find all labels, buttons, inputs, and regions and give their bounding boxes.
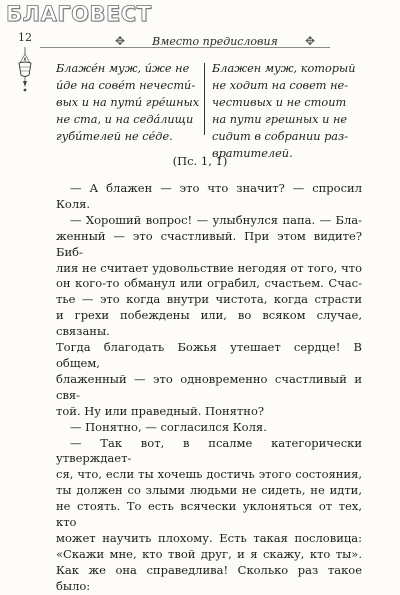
body-line: и грехи побеждены или, во всяком случае, связаны. <box>56 308 362 339</box>
verse-line: губи́телей не се́де. <box>56 130 173 143</box>
verse-line: на пути грешных и не <box>212 113 348 126</box>
verse-line: и́де на сове́т нечести́- <box>56 79 196 92</box>
verse-line: сидит в собрании раз- <box>212 130 349 143</box>
body-line: блаженный — это одновременно счастливый и свя- <box>56 371 362 402</box>
body-line: ся, что, если ты хочешь достичь этого состояния, <box>56 467 362 482</box>
ornament-right: ✥ <box>304 34 315 48</box>
body-line: Тогда благодать Божья утешает сердце! В общем, <box>56 340 362 370</box>
verse-line: Блажен муж, который <box>212 62 356 75</box>
page-number: 12 <box>18 31 32 44</box>
body-line: — Хороший вопрос! — улыбнулся папа. — Бла- <box>70 212 362 227</box>
running-title: Вместо предисловия <box>152 35 278 48</box>
verse-line: честивых и не стоит <box>212 96 347 109</box>
verse-line: вых и на пути́ гре́шных <box>56 96 200 109</box>
body-line: женный — это счастливый. При этом видите? Биб- <box>56 228 362 259</box>
body-line: «Скажи мне, кто твой друг, и я скажу, кто ты». <box>56 546 362 561</box>
russian-column <box>212 60 362 162</box>
ornament-left: ✥ <box>115 34 126 48</box>
verse-line: Блаже́н муж, и́же не <box>56 62 190 75</box>
body-line: — А блажен — это что значит? — спросил Коля. <box>56 181 362 211</box>
body-line: — Понятно, — согласился Коля. <box>70 419 267 434</box>
body-line: может научить плохому. Есть такая пословица: <box>56 530 362 545</box>
body-line: лия не считает удовольствие негодяя от того, что <box>56 260 362 275</box>
body-line: Как же она справедлива! Сколько раз такое было: <box>56 562 362 593</box>
header-rule <box>40 47 330 48</box>
column-divider <box>204 63 205 135</box>
body-line: не стоять. То есть всячески уклоняться от тех, кто <box>56 499 362 530</box>
running-head <box>115 31 315 51</box>
church-slavonic-column <box>56 60 198 145</box>
psalm-reference: (Пс. 1, 1) <box>172 154 228 168</box>
body-line: ты должен со злыми людьми не сидеть, не идти, <box>56 483 362 498</box>
icon-lamp-icon <box>17 47 33 97</box>
body-line: той. Ну или праведный. Понятно? <box>56 403 265 418</box>
body-line: — Так вот, в псалме категорически утверждает- <box>56 435 362 466</box>
body-line: он кого-то обманул или ограбил, счастьем. Счас- <box>56 276 362 291</box>
verse-line: вратителей. <box>212 147 293 160</box>
watermark: БЛАГОВЕСТ <box>6 2 152 26</box>
verse-line: не ста, и на седа́лищи <box>56 113 194 126</box>
parallel-text <box>56 60 362 160</box>
verse-line: не ходит на совет не- <box>212 79 349 92</box>
body-line: тье — это когда внутри чистота, когда страсти <box>56 292 362 307</box>
body-text <box>56 181 362 595</box>
